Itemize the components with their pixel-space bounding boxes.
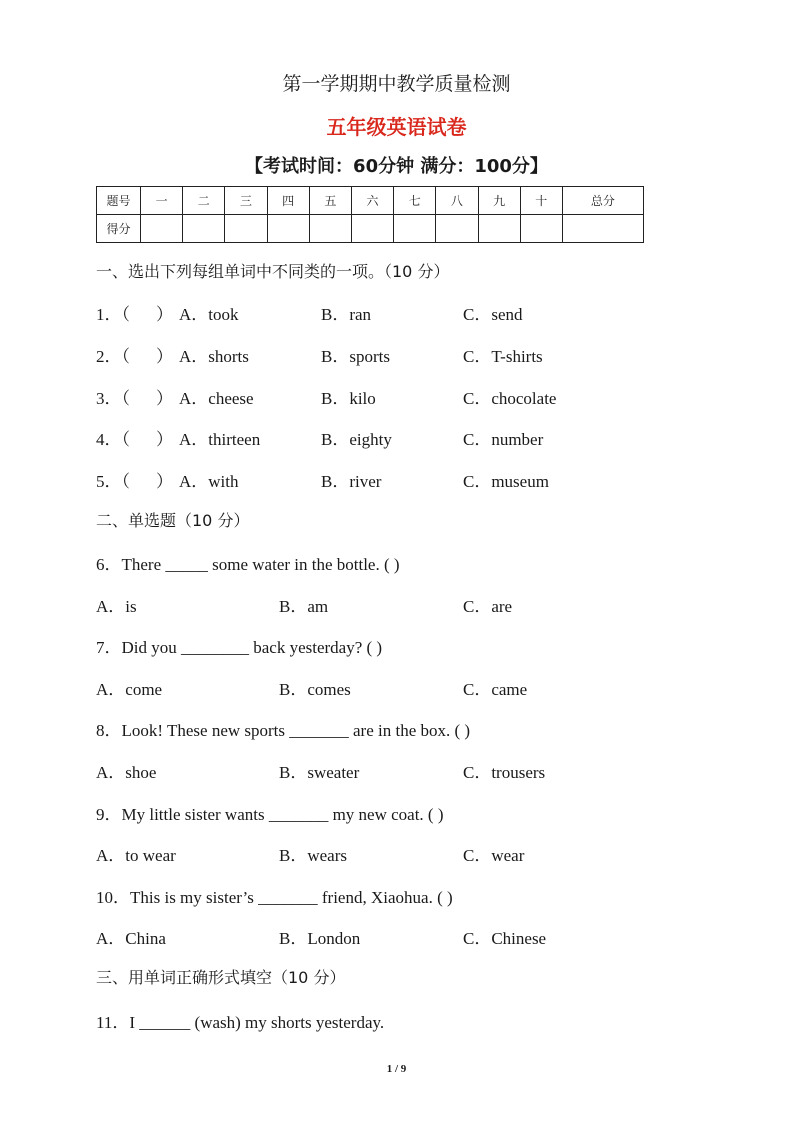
section-2-title: 二、单选题（10 分） [96, 511, 250, 530]
exam-title: 第一学期期中教学质量检测 [282, 73, 511, 95]
score-cell-9: 九 [478, 187, 520, 215]
score-cell-total: 总分 [562, 187, 643, 215]
score-cell-10: 十 [520, 187, 562, 215]
score-blank [520, 215, 562, 243]
score-blank [394, 215, 436, 243]
score-cell-7: 七 [394, 187, 436, 215]
option-b: B．ran [321, 305, 372, 324]
score-cell-5: 五 [309, 187, 351, 215]
question-paren-close: ） [156, 389, 173, 408]
score-blank [309, 215, 351, 243]
score-blank [141, 215, 183, 243]
score-cell-4: 四 [267, 187, 309, 215]
question-row [96, 467, 173, 492]
question-number: 4．（ [96, 430, 130, 449]
option-b: B．am [279, 597, 329, 616]
exam-subtitle: 五年级英语试卷 [326, 115, 467, 139]
score-cell-1: 一 [141, 187, 183, 215]
option-a: A．come [96, 680, 163, 699]
score-blank [351, 215, 393, 243]
question-stem: 6．There _____ some water in the bottle. ( ) [96, 555, 400, 574]
option-b: B．wears [279, 846, 347, 865]
score-table-header-row [97, 187, 644, 215]
question-stem: 10．This is my sister’s _______ friend, Xiaohua. ( ) [96, 888, 453, 907]
question-row [96, 384, 173, 409]
question-stem: 11．I ______ (wash) my shorts yesterday. [96, 1013, 385, 1032]
option-c: C．wear [463, 846, 525, 865]
option-c: C．number [463, 430, 544, 449]
question-paren-close: ） [156, 305, 173, 324]
score-cell-label: 题号 [97, 187, 141, 215]
option-b: B．river [321, 472, 382, 491]
score-blank [478, 215, 520, 243]
section-1-title: 一、选出下列每组单词中不同类的一项。（10 分） [96, 262, 450, 281]
option-c: C．send [463, 305, 523, 324]
option-c: C．came [463, 680, 528, 699]
question-paren-close: ） [156, 472, 173, 491]
score-row-label: 得分 [97, 215, 141, 243]
score-cell-3: 三 [225, 187, 267, 215]
question-row [96, 342, 173, 367]
option-b: B．kilo [321, 389, 376, 408]
score-blank [267, 215, 309, 243]
score-blank [562, 215, 643, 243]
option-a: A．shorts [179, 347, 249, 366]
option-c: C．museum [463, 472, 549, 491]
question-stem: 9．My little sister wants _______ my new coat. ( ) [96, 805, 444, 824]
section-3-title: 三、用单词正确形式填空（10 分） [96, 968, 346, 987]
question-number: 2．（ [96, 347, 130, 366]
question-paren-close: ） [156, 347, 173, 366]
option-a: A．with [179, 472, 239, 491]
score-table [96, 186, 644, 243]
option-c: C．Chinese [463, 929, 547, 948]
score-blank [225, 215, 267, 243]
option-c: C．are [463, 597, 513, 616]
option-c: C．trousers [463, 763, 546, 782]
option-b: B．comes [279, 680, 351, 699]
question-row [96, 425, 173, 450]
option-b: B．eighty [321, 430, 392, 449]
option-b: B．London [279, 929, 361, 948]
option-a: A．to wear [96, 846, 176, 865]
question-stem: 8．Look! These new sports _______ are in the box. ( ) [96, 721, 471, 740]
exam-time-score: 【考试时间：60分钟 满分：100分】 [245, 156, 548, 177]
page-number: 1 / 9 [386, 1063, 407, 1075]
option-a: A．is [96, 597, 137, 616]
option-c: C．T-shirts [463, 347, 543, 366]
question-number: 1．（ [96, 305, 130, 324]
option-a: A．China [96, 929, 166, 948]
option-a: A．cheese [179, 389, 254, 408]
option-a: A．thirteen [179, 430, 261, 449]
score-cell-2: 二 [183, 187, 225, 215]
option-c: C．chocolate [463, 389, 557, 408]
question-stem: 7．Did you ________ back yesterday? ( ) [96, 638, 383, 657]
question-row [96, 300, 173, 325]
score-blank [183, 215, 225, 243]
option-b: B．sports [321, 347, 390, 366]
score-blank [436, 215, 478, 243]
score-cell-8: 八 [436, 187, 478, 215]
question-paren-close: ） [156, 430, 173, 449]
option-a: A．shoe [96, 763, 157, 782]
question-number: 5．（ [96, 472, 130, 491]
score-table-score-row [97, 215, 644, 243]
question-number: 3．（ [96, 389, 130, 408]
score-cell-6: 六 [351, 187, 393, 215]
option-a: A．took [179, 305, 239, 324]
option-b: B．sweater [279, 763, 360, 782]
